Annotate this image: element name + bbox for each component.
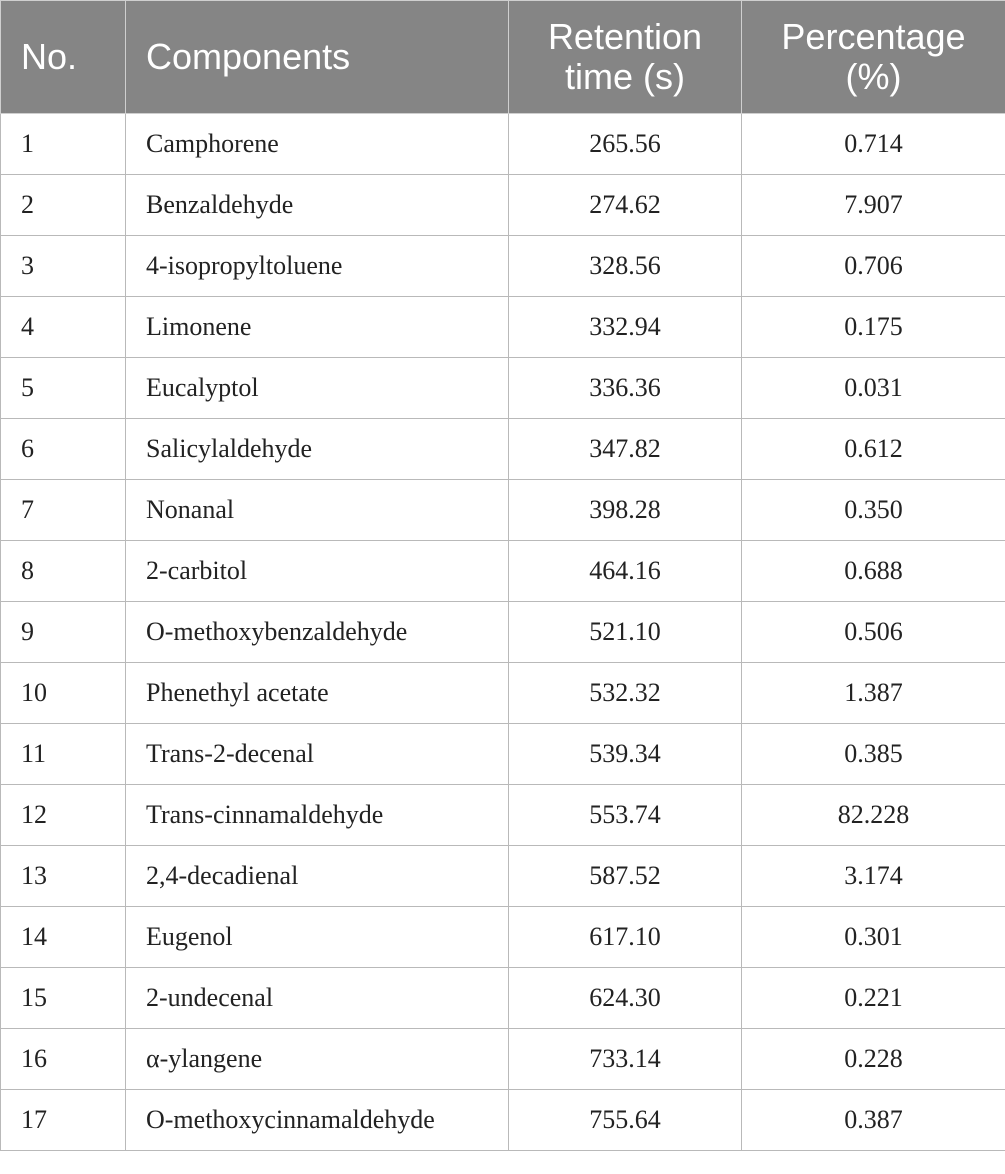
cell-no: 5 (1, 358, 126, 419)
cell-component: Nonanal (126, 480, 509, 541)
table-row (1, 785, 1005, 846)
cell-component: Trans-2-decenal (126, 724, 509, 785)
cell-component: Phenethyl acetate (126, 663, 509, 724)
cell-percentage: 7.907 (742, 175, 1005, 236)
cell-retention-time: 617.10 (509, 907, 742, 968)
cell-component: O-methoxycinnamaldehyde (126, 1090, 509, 1151)
cell-no: 3 (1, 236, 126, 297)
header-row (1, 1, 1005, 114)
cell-percentage: 0.706 (742, 236, 1005, 297)
cell-component: 4-isopropyltoluene (126, 236, 509, 297)
cell-component: Trans-cinnamaldehyde (126, 785, 509, 846)
cell-percentage: 0.714 (742, 114, 1005, 175)
cell-component: O-methoxybenzaldehyde (126, 602, 509, 663)
table-row (1, 175, 1005, 236)
cell-component: Eucalyptol (126, 358, 509, 419)
cell-percentage: 0.301 (742, 907, 1005, 968)
cell-retention-time: 733.14 (509, 1029, 742, 1090)
cell-no: 6 (1, 419, 126, 480)
cell-component: Limonene (126, 297, 509, 358)
header-percentage: Percentage (%) (742, 1, 1005, 114)
cell-retention-time: 265.56 (509, 114, 742, 175)
table-row (1, 114, 1005, 175)
cell-retention-time: 347.82 (509, 419, 742, 480)
cell-retention-time: 398.28 (509, 480, 742, 541)
cell-percentage: 1.387 (742, 663, 1005, 724)
table-row (1, 602, 1005, 663)
cell-component: Eugenol (126, 907, 509, 968)
cell-percentage: 0.031 (742, 358, 1005, 419)
cell-no: 14 (1, 907, 126, 968)
cell-percentage: 0.350 (742, 480, 1005, 541)
cell-retention-time: 336.36 (509, 358, 742, 419)
cell-percentage: 0.688 (742, 541, 1005, 602)
cell-no: 15 (1, 968, 126, 1029)
table-row (1, 1090, 1005, 1151)
table-row (1, 846, 1005, 907)
table-row (1, 358, 1005, 419)
cell-no: 13 (1, 846, 126, 907)
cell-no: 4 (1, 297, 126, 358)
cell-percentage: 0.175 (742, 297, 1005, 358)
cell-percentage: 0.385 (742, 724, 1005, 785)
cell-retention-time: 328.56 (509, 236, 742, 297)
cell-retention-time: 532.32 (509, 663, 742, 724)
cell-retention-time: 274.62 (509, 175, 742, 236)
cell-no: 16 (1, 1029, 126, 1090)
table-row (1, 968, 1005, 1029)
cell-retention-time: 755.64 (509, 1090, 742, 1151)
cell-no: 2 (1, 175, 126, 236)
cell-no: 10 (1, 663, 126, 724)
table-row (1, 419, 1005, 480)
cell-retention-time: 332.94 (509, 297, 742, 358)
cell-retention-time: 553.74 (509, 785, 742, 846)
cell-component: α-ylangene (126, 1029, 509, 1090)
header-components: Components (126, 1, 509, 114)
cell-percentage: 0.228 (742, 1029, 1005, 1090)
table-row (1, 663, 1005, 724)
table-row (1, 1029, 1005, 1090)
cell-percentage: 0.506 (742, 602, 1005, 663)
cell-retention-time: 587.52 (509, 846, 742, 907)
cell-component: 2-carbitol (126, 541, 509, 602)
cell-no: 12 (1, 785, 126, 846)
table-row (1, 236, 1005, 297)
cell-retention-time: 539.34 (509, 724, 742, 785)
cell-no: 17 (1, 1090, 126, 1151)
cell-percentage: 0.612 (742, 419, 1005, 480)
table-row (1, 724, 1005, 785)
cell-retention-time: 624.30 (509, 968, 742, 1029)
table-header (1, 1, 1005, 114)
header-retention-time: Retention time (s) (509, 1, 742, 114)
cell-percentage: 0.387 (742, 1090, 1005, 1151)
cell-component: Salicylaldehyde (126, 419, 509, 480)
cell-component: Camphorene (126, 114, 509, 175)
cell-percentage: 0.221 (742, 968, 1005, 1029)
cell-retention-time: 521.10 (509, 602, 742, 663)
cell-no: 9 (1, 602, 126, 663)
cell-no: 8 (1, 541, 126, 602)
cell-no: 7 (1, 480, 126, 541)
cell-percentage: 3.174 (742, 846, 1005, 907)
table-row (1, 480, 1005, 541)
table-row (1, 907, 1005, 968)
cell-component: 2-undecenal (126, 968, 509, 1029)
header-no: No. (1, 1, 126, 114)
table-row (1, 541, 1005, 602)
cell-retention-time: 464.16 (509, 541, 742, 602)
cell-no: 1 (1, 114, 126, 175)
table-row (1, 297, 1005, 358)
cell-component: Benzaldehyde (126, 175, 509, 236)
table-body (1, 114, 1005, 1151)
cell-component: 2,4-decadienal (126, 846, 509, 907)
cell-no: 11 (1, 724, 126, 785)
cell-percentage: 82.228 (742, 785, 1005, 846)
